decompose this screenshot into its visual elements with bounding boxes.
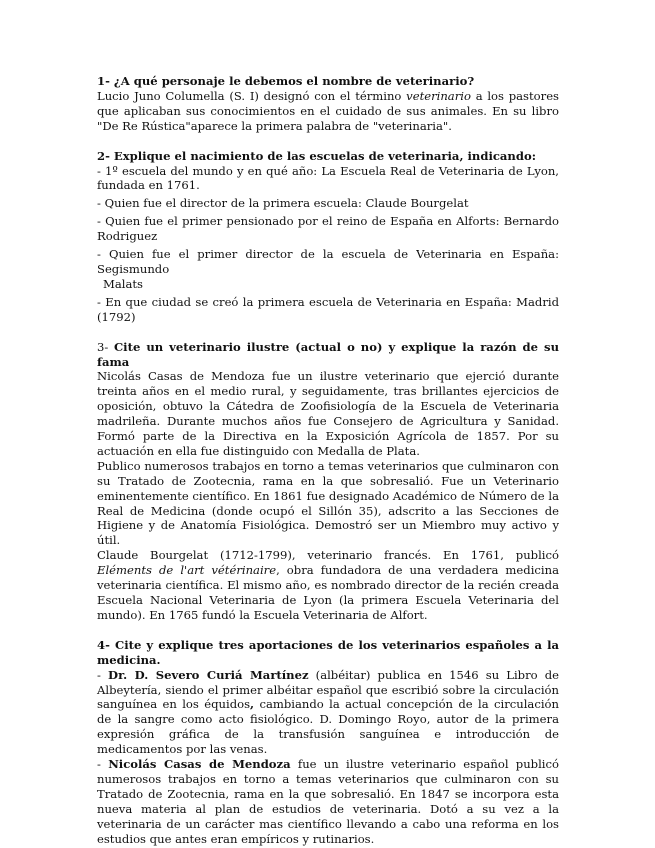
answer-2-item: - 1º escuela del mundo y en qué año: La Escuela Real de Veterinaria de Lyon, fundada en 1761. xyxy=(97,163,559,193)
answer-4-text-1a: (albéitar) publica en 1546 su Libro de Albeytería, siendo el primer albéitar español que escribió sobre la circulación sanguínea en los équidos xyxy=(97,667,559,712)
question-4-title: 4- Cite y explique tres aportaciones de los veterinarios españoles a la medicina. xyxy=(97,637,559,667)
answer-3-p3-pre: Claude Bourgelat (1712-1799), veterinario francés. En 1761, publicó xyxy=(97,548,559,563)
document-page xyxy=(97,74,559,847)
answer-4-name-2: Nicolás Casas de Mendoza xyxy=(108,757,291,772)
answer-2-item: - Quien fue el primer director de la escuela de Veterinaria en España: Segismundo xyxy=(97,247,559,276)
answer-3-paragraph-3 xyxy=(97,548,559,623)
answer-3-paragraph-1: Nicolás Casas de Mendoza fue un ilustre veterinario que ejerció durante treinta años en el medio rural, y seguidamente, tras brillantes ejercicios de oposición, obtuvo la Cátedra de Zoofisiología de la Escuela de Veterinaria madrileña. Durante muchos años fue Consejero de Agricultura y Sanidad. Formó parte de la Directiva en la Exposición Agrícola de 1857. Por su actuación en ella fue distinguido con Medalla de Plata. xyxy=(97,369,559,458)
answer-3-p3-post: , obra fundadora de una verdadera medicina veterinaria científica. El mismo año, es nombrado director de la recién creada Escuela Nacional Veterinaria de Lyon (la primera Escuela Veterinaria del mundo). En 1765 fundó la Escuela Veterinaria de Alfort. xyxy=(97,563,559,622)
question-3-number: 3- xyxy=(97,339,114,354)
answer-4-comma: , xyxy=(250,697,255,712)
answer-2-item: - En que ciudad se creó la primera escuela de Veterinaria en España: Madrid (1792) xyxy=(97,294,559,324)
spacer xyxy=(97,134,559,149)
answer-4-text-1b: cambiando la actual concepción de la circulación de la sangre como acto fisiológico. D. Domingo Royo, autor de la primera expresión gráfica de la transfusión sanguínea e introducción de medicamentos por las venas. xyxy=(97,697,559,757)
question-2-title: 2- Explique el nacimiento de las escuelas de veterinaria, indicando: xyxy=(97,148,536,163)
answer-3-paragraph-2: Publico numerosos trabajos en torno a temas veterinarios que culminaron con su Tratado de Zootecnia, rama en la que sobresalió. Fue un Veterinario eminentemente científico. En 1861 fue designado Académico de Número de la Real de Medicina (donde ocupó el Sillón 35), adscrito a las Secciones de Higiene y de Anatomía Fisiológica. Demostró ser un Miembro muy activo y útil. xyxy=(97,458,559,548)
answer-3-book-title: Eléments de l'art vétérinaire xyxy=(97,563,277,578)
answer-4-item-1 xyxy=(97,668,559,757)
answer-1-pre: Lucio Juno Columella (S. I) designó con el término xyxy=(97,88,407,103)
spacer xyxy=(97,325,559,340)
answer-4-text-2: fue un ilustre veterinario español publicó numerosos trabajos en torno a temas veterinarios que culminaron con su Tratado de Zootecnia, rama en la que sobresalió. En 1847 se incorpora esta nueva materia al plan de estudios de veterinaria. Dotó a su vez a la veterinaria de un carácter mas científico llevando a cabo una reforma en los estudios que antes eran empíricos y rutinarios. xyxy=(97,757,559,846)
question-3-title xyxy=(97,340,559,370)
answer-2-item-cont: Malats xyxy=(103,276,144,291)
answer-4-dash: - xyxy=(97,667,109,682)
answer-4-name-1: Dr. D. Severo Curiá Martínez xyxy=(108,667,309,682)
answer-4-dash: - xyxy=(97,757,109,772)
spacer xyxy=(97,623,559,638)
question-1-title: 1- ¿A qué personaje le debemos el nombre de veterinario? xyxy=(97,74,475,88)
answer-2-item: - Quien fue el director de la primera escuela: Claude Bourgelat xyxy=(97,196,469,211)
answer-4-item-2 xyxy=(97,757,559,846)
answer-2-item: - Quien fue el primer pensionado por el reino de España en Alforts: Bernardo Rodriguez xyxy=(97,214,559,244)
answer-1-term: veterinario xyxy=(406,88,471,103)
answer-1 xyxy=(97,89,559,134)
question-3-text: Cite un veterinario ilustre (actual o no) y explique la razón de su fama xyxy=(97,339,559,369)
answer-1-post: a los pastores que aplicaban sus conocimientos en el cuidado de sus animales. En su libro "De Re Rústica"aparece la primera palabra de "veterinaria". xyxy=(97,88,559,133)
